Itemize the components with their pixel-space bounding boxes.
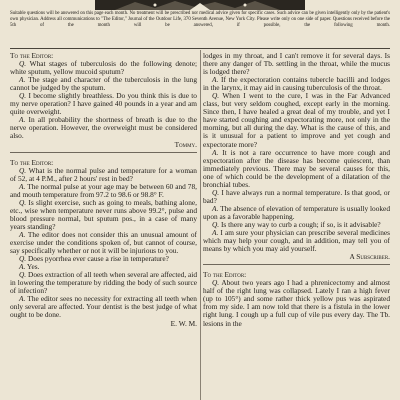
answer-text: The stage and character of the tuberculosis in the lung cannot be judged by the sputum. (10, 75, 197, 93)
answer (10, 295, 197, 319)
question-text: About two years ago I had a phrenicectomy and almost half of the right lung was collapsed. Lately I ran a high fever (up to 105°) and some rather thick yellow pus was aspirated from my side. I am now told that there is a fistula in the lower right lung. I cough up a full cup of vile pus every day. The Tb. lesions in the (203, 278, 390, 328)
answer-label: A. (19, 294, 26, 304)
question-text: Does extraction of all teeth when several are affected, aid in lowering the temperature by ridding the body of such source of infection? (10, 270, 197, 296)
question-label: Q. (19, 270, 27, 280)
question-label: Q. (19, 91, 27, 101)
question (203, 92, 390, 148)
question-text: Is there any way to curb a cough; if so, is it advisable? (220, 219, 381, 229)
question (10, 92, 197, 116)
question (203, 189, 390, 205)
question (10, 199, 197, 231)
answer-label: A. (212, 75, 219, 85)
answer (10, 76, 197, 92)
answer-text: The normal pulse at your age may be between 60 and 78, and mouth temperature from 97.2 to 98.6 or 98.8° F. (10, 181, 197, 199)
column-divider (200, 50, 201, 400)
question-text: I have always run a normal temperature. Is that good, or bad? (203, 187, 390, 205)
section-separator (203, 264, 390, 265)
submission-notice: Suitable questions will be answered on this page each month. No treatment will be prescribed nor medical advice given for specific cases. Such advice can be given intelligently only by the patient's own physician. Address all communications to "The Editor," Journal of the Outdoor Life, 370 Seventh Avenue, New York City. Please write only on one side of paper. Questions received before the 5th of the month will be answered, if possible, the following month. (10, 11, 390, 28)
question-text: What is the normal pulse and temperature for a woman of 52, at 4 P.M., after 2 hours' rest in bed? (10, 165, 197, 183)
question-text: Does pyorrhea ever cause a rise in temperature? (27, 254, 169, 264)
letter-heading: To the Editor: (10, 157, 54, 167)
question-label: Q. (19, 254, 27, 264)
answer-text: The absence of elevation of temperature is usually looked upon as a favorable happening. (203, 203, 390, 221)
question-text: Is slight exercise, such as going to meals, bathing alone, etc., wise when temperature never runs above 99.2°, pulse and blood pressure normal, but sputum pos., in a case of many years standing? (10, 197, 197, 231)
continued-text: lodges in my throat, and I can't remove it for several days. Is there any danger of Tb. settling in the throat, while the mucus is lodged there? (203, 52, 390, 77)
question-text: What stages of tuberculosis do the following denote; white sputum, yellow mucoid sputum? (10, 59, 197, 77)
answer-label: A. (19, 75, 26, 85)
answer (10, 183, 197, 199)
question (10, 271, 197, 295)
answer-text: It is not a rare occurrence to have more cough and expectoration after the disease has become quiescent, than immediately previous. There may be several causes for this, one of which could be the development of a dilatation of the bronchial tubes. (203, 147, 390, 189)
answer-label: A. (212, 228, 219, 238)
question (203, 279, 390, 327)
answer (203, 149, 390, 189)
letter-heading: To the Editor: (10, 52, 54, 60)
letter-heading: To the Editor: (203, 270, 247, 280)
answer-label: A. (212, 147, 219, 157)
question-text: When I went to the cure, I was in the Far Advanced class, but very seldom coughed, except early in the morning. Since then, I have healed a great deal of my trouble, and yet I have started coughing and expectorating more, not only in the morning, but all during the day. What is the cause of this, and is it unusual for a patient to improve and yet cough and expectorate more? (203, 91, 390, 149)
answer-text: The editor does not consider this an unusual amount of exercise under the conditions spoken of, but cannot of course, say specifically whether or not it will be injurious to you. (10, 229, 197, 256)
top-rule (10, 48, 390, 49)
question-label: Q. (212, 187, 220, 197)
answer-text: If the expectoration contains tubercle bacilli and lodges in the larynx, it may aid in causing tuberculosis of the throat. (203, 75, 390, 93)
answer (203, 205, 390, 221)
signature: E. W. M. (170, 318, 197, 328)
question-label: Q. (19, 197, 27, 207)
left-column (10, 52, 197, 400)
answer (203, 76, 390, 92)
header-ornament (95, 0, 305, 10)
question-label: Q. (212, 91, 220, 101)
answer-text: I am sure your physician can prescribe several medicines which may help your cough, and in addition, may tell you of means by which you may aid yourself. (203, 228, 390, 254)
signature: Tommy. (174, 139, 197, 149)
question (10, 167, 197, 183)
question-label: Q. (212, 219, 220, 229)
question-text: I become slightly breathless. Do you think this is due to my nerve operation? I have gained 40 pounds in a year and am quite overweight. (10, 91, 197, 117)
answer-text: Yes. (26, 262, 40, 272)
answer (203, 229, 390, 253)
answer-label: A. (19, 262, 26, 272)
answer (10, 116, 197, 140)
answer-label: A. (19, 181, 26, 191)
question-label: Q. (19, 59, 27, 69)
answer-text: In all probability the shortness of breath is due to the nerve operation. However, the overweight must be considered also. (10, 115, 197, 141)
section-separator (10, 152, 197, 153)
right-column (203, 52, 390, 400)
signature: A Subscriber. (349, 252, 390, 262)
ornament-graphic (95, 0, 305, 10)
question (10, 60, 197, 76)
question-label: Q. (19, 165, 27, 175)
answer-text: The editor sees no necessity for extracting all teeth when only several are affected. Your dentist is the best judge of what ought to be done. (10, 294, 197, 320)
question-label: Q. (212, 278, 220, 288)
answer-label: A. (19, 115, 26, 125)
answer-label: A. (212, 203, 219, 213)
answer (10, 231, 197, 255)
answer-label: A. (19, 229, 26, 239)
